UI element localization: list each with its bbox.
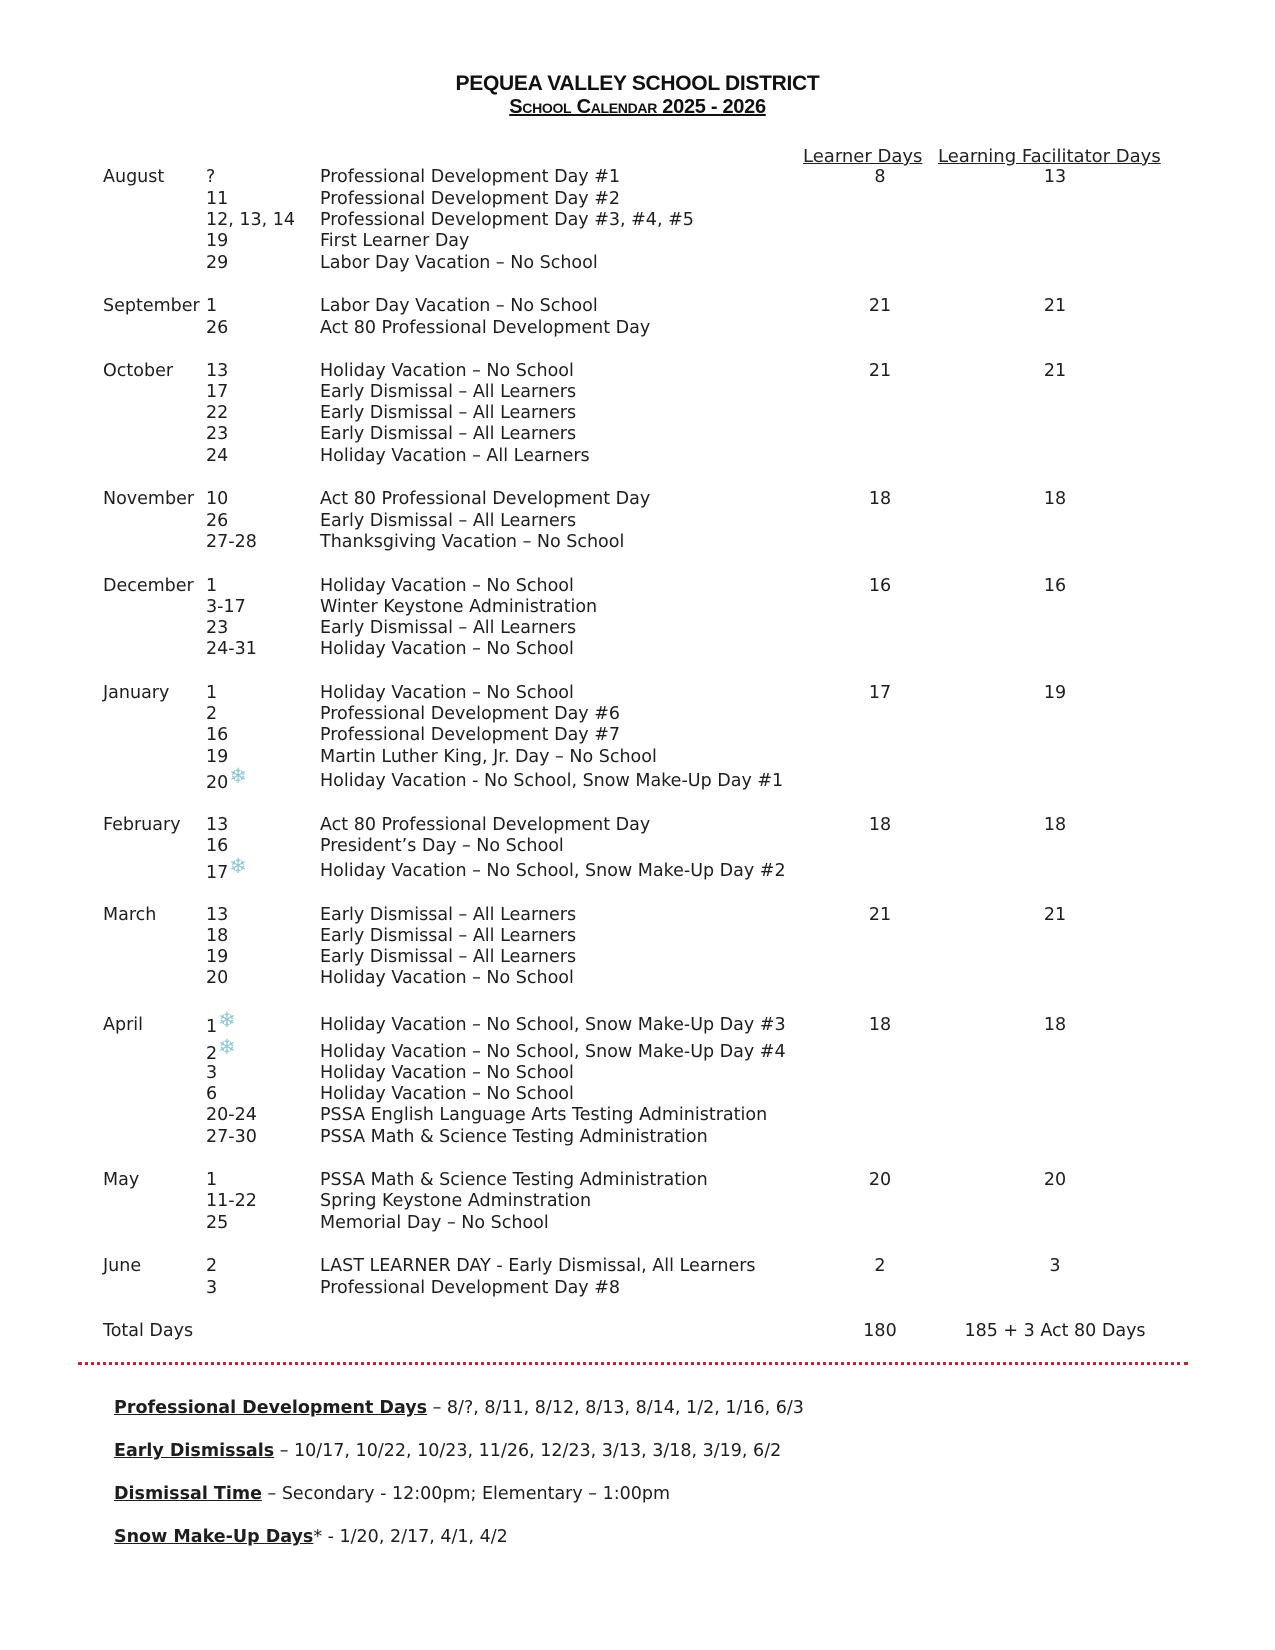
calendar-row (0, 188, 1275, 210)
event: Holiday Vacation – All Learners (320, 446, 590, 466)
calendar-row (0, 381, 1275, 403)
event: Early Dismissal – All Learners (320, 905, 577, 925)
date: 3 (206, 1278, 218, 1298)
calendar-row (0, 1126, 1275, 1148)
date: 13 (206, 361, 229, 381)
snowflake-icon: ❄ (229, 854, 247, 878)
note-dismissal-time (114, 1484, 670, 1504)
date: 29 (206, 253, 229, 273)
month: September (103, 296, 200, 316)
event: First Learner Day (320, 231, 470, 251)
note-label: Snow Make-Up Days (114, 1527, 314, 1547)
event: Labor Day Vacation – No School (320, 296, 598, 316)
event: Early Dismissal – All Learners (320, 947, 577, 967)
snowflake-icon: ❄ (218, 1035, 236, 1059)
calendar-row (0, 925, 1275, 947)
event: Early Dismissal – All Learners (320, 382, 577, 402)
calendar-row (0, 317, 1275, 339)
note-label: Early Dismissals (114, 1441, 275, 1461)
event: Martin Luther King, Jr. Day – No School (320, 747, 657, 767)
event: Labor Day Vacation – No School (320, 253, 598, 273)
learner-days: 21 (868, 296, 892, 316)
date: 23 (206, 618, 229, 638)
event: Professional Development Day #8 (320, 1278, 621, 1298)
calendar-row (0, 360, 1275, 382)
date: 13 (206, 815, 229, 835)
note-early-dismissals (114, 1441, 781, 1461)
event: PSSA Math & Science Testing Administration (320, 1170, 708, 1190)
learner-days: 21 (868, 905, 892, 925)
learner-days: 18 (868, 815, 892, 835)
date: 12, 13, 14 (206, 210, 296, 230)
date: 22 (206, 403, 229, 423)
date: 16 (206, 836, 229, 856)
calendar-row (0, 1035, 1275, 1064)
date: 17❄ (206, 854, 247, 883)
event: Holiday Vacation – No School, Snow Make-Up Day #2 (320, 861, 786, 881)
learner-days: 2 (874, 1256, 886, 1276)
calendar-row (0, 488, 1275, 510)
separator-line (78, 1362, 1188, 1365)
calendar-row (0, 1062, 1275, 1084)
calendar-row (0, 166, 1275, 188)
date: 20-24 (206, 1105, 257, 1125)
calendar-row (0, 531, 1275, 553)
date: 23 (206, 424, 229, 444)
calendar-row (0, 682, 1275, 704)
col-header-facilitator-days: Learning Facilitator Days (938, 146, 1161, 167)
total-learner-days: 180 (863, 1321, 897, 1341)
facilitator-days: 13 (1043, 167, 1067, 187)
facilitator-days: 16 (1043, 576, 1067, 596)
date: 18 (206, 926, 229, 946)
calendar-row (0, 1104, 1275, 1126)
totals-label: Total Days (103, 1321, 194, 1341)
date: 24-31 (206, 639, 257, 659)
learner-days: 18 (868, 1015, 892, 1035)
calendar-row (0, 1169, 1275, 1191)
calendar-row (0, 967, 1275, 989)
date: 20❄ (206, 764, 247, 793)
date: 6 (206, 1084, 218, 1104)
date: 19 (206, 231, 229, 251)
event: Holiday Vacation – No School, Snow Make-Up Day #3 (320, 1015, 786, 1035)
date: 26 (206, 511, 229, 531)
event: Early Dismissal – All Learners (320, 424, 577, 444)
date: 20 (206, 968, 229, 988)
note-text: – 10/17, 10/22, 10/23, 11/26, 12/23, 3/13, 3/18, 3/19, 6/2 (274, 1441, 782, 1461)
date: 3-17 (206, 597, 246, 617)
calendar-row (0, 1190, 1275, 1212)
date: 1 (206, 1170, 218, 1190)
learner-days: 21 (868, 361, 892, 381)
calendar-row (0, 252, 1275, 274)
event: PSSA English Language Arts Testing Administration (320, 1105, 768, 1125)
event: Winter Keystone Administration (320, 597, 598, 617)
date: 26 (206, 318, 229, 338)
note-professional-development (114, 1398, 804, 1418)
facilitator-days: 18 (1043, 489, 1067, 509)
learner-days: 20 (868, 1170, 892, 1190)
district-name: PEQUEA VALLEY SCHOOL DISTRICT (455, 72, 820, 95)
month: May (103, 1170, 140, 1190)
facilitator-days: 3 (1049, 1256, 1061, 1276)
date: 1 (206, 576, 218, 596)
note-label: Professional Development Days (114, 1398, 428, 1418)
date: 2❄ (206, 1035, 236, 1064)
month: October (103, 361, 174, 381)
event: Holiday Vacation – No School (320, 639, 574, 659)
month: November (103, 489, 195, 509)
learner-days: 16 (868, 576, 892, 596)
calendar-row (0, 1212, 1275, 1234)
event: Spring Keystone Adminstration (320, 1191, 592, 1211)
date: 10 (206, 489, 229, 509)
event: Professional Development Day #7 (320, 725, 621, 745)
month: June (103, 1256, 142, 1276)
date: 2 (206, 1256, 218, 1276)
facilitator-days: 20 (1043, 1170, 1067, 1190)
month: March (103, 905, 157, 925)
calendar-row (0, 703, 1275, 725)
event: Early Dismissal – All Learners (320, 618, 577, 638)
month: April (103, 1015, 143, 1035)
event: LAST LEARNER DAY - Early Dismissal, All Learners (320, 1256, 756, 1276)
event: Early Dismissal – All Learners (320, 926, 577, 946)
calendar-row (0, 835, 1275, 857)
event: Act 80 Professional Development Day (320, 815, 651, 835)
date: 19 (206, 747, 229, 767)
facilitator-days: 18 (1043, 815, 1067, 835)
calendar-row (0, 617, 1275, 639)
month: August (103, 167, 165, 187)
calendar-row (0, 423, 1275, 445)
facilitator-days: 18 (1043, 1015, 1067, 1035)
date: 27-28 (206, 532, 257, 552)
event: PSSA Math & Science Testing Administration (320, 1127, 708, 1147)
note-snow-make-up-days (114, 1527, 508, 1547)
note-text: – Secondary - 12:00pm; Elementary – 1:00pm (261, 1484, 671, 1504)
calendar-row (0, 445, 1275, 467)
facilitator-days: 21 (1043, 905, 1067, 925)
learner-days: 17 (868, 683, 892, 703)
event: Holiday Vacation – No School (320, 683, 574, 703)
date: 25 (206, 1213, 229, 1233)
calendar-row (0, 638, 1275, 660)
date: 24 (206, 446, 229, 466)
calendar-title: School Calendar 2025 - 2026 (509, 96, 766, 118)
calendar-row (0, 724, 1275, 746)
date: 16 (206, 725, 229, 745)
facilitator-days: 21 (1043, 361, 1067, 381)
total-facilitator-days: 185 + 3 Act 80 Days (964, 1321, 1146, 1341)
event: Early Dismissal – All Learners (320, 403, 577, 423)
facilitator-days: 21 (1043, 296, 1067, 316)
date: 3 (206, 1063, 218, 1083)
date: 1 (206, 683, 218, 703)
event: Holiday Vacation – No School, Snow Make-Up Day #4 (320, 1042, 786, 1062)
calendar-row (0, 946, 1275, 968)
learner-days: 8 (874, 167, 886, 187)
event: Thanksgiving Vacation – No School (320, 532, 625, 552)
date: 17 (206, 382, 229, 402)
event: Holiday Vacation – No School (320, 361, 574, 381)
snowflake-icon: ❄ (218, 1008, 236, 1032)
event: Early Dismissal – All Learners (320, 511, 577, 531)
date: 13 (206, 905, 229, 925)
event: Professional Development Day #1 (320, 167, 621, 187)
note-text: – 8/?, 8/11, 8/12, 8/13, 8/14, 1/2, 1/16, 6/3 (427, 1398, 804, 1418)
event: Holiday Vacation – No School (320, 576, 574, 596)
date: 11-22 (206, 1191, 257, 1211)
calendar-row (0, 230, 1275, 252)
event: Act 80 Professional Development Day (320, 318, 651, 338)
date: 1 (206, 296, 218, 316)
event: Professional Development Day #3, #4, #5 (320, 210, 694, 230)
date: 27-30 (206, 1127, 257, 1147)
calendar-row (0, 904, 1275, 926)
date: 19 (206, 947, 229, 967)
month: December (103, 576, 194, 596)
event: Act 80 Professional Development Day (320, 489, 651, 509)
event: President’s Day – No School (320, 836, 564, 856)
month: February (103, 815, 181, 835)
calendar-row (0, 746, 1275, 768)
snowflake-icon: ❄ (229, 764, 247, 788)
calendar-row (0, 402, 1275, 424)
learner-days: 18 (868, 489, 892, 509)
calendar-row (0, 295, 1275, 317)
facilitator-days: 19 (1043, 683, 1067, 703)
calendar-row (0, 209, 1275, 231)
date: 11 (206, 189, 229, 209)
col-header-learner-days: Learner Days (803, 146, 923, 167)
calendar-row (0, 575, 1275, 597)
calendar-row (0, 596, 1275, 618)
event: Professional Development Day #2 (320, 189, 621, 209)
calendar-row (0, 764, 1275, 793)
calendar-row (0, 814, 1275, 836)
date: 2 (206, 704, 218, 724)
event: Professional Development Day #6 (320, 704, 621, 724)
event: Holiday Vacation – No School (320, 968, 574, 988)
note-text: * - 1/20, 2/17, 4/1, 4/2 (313, 1527, 508, 1547)
note-label: Dismissal Time (114, 1484, 262, 1504)
totals-row (0, 1320, 1275, 1342)
calendar-row (0, 510, 1275, 532)
calendar-row (0, 1255, 1275, 1277)
calendar-row (0, 1277, 1275, 1299)
event: Memorial Day – No School (320, 1213, 549, 1233)
event: Holiday Vacation - No School, Snow Make-Up Day #1 (320, 771, 784, 791)
event: Holiday Vacation – No School (320, 1084, 574, 1104)
calendar-row (0, 1083, 1275, 1105)
date: ? (206, 167, 216, 187)
event: Holiday Vacation – No School (320, 1063, 574, 1083)
date: 1❄ (206, 1008, 236, 1037)
calendar-row (0, 1008, 1275, 1037)
month: January (103, 683, 170, 703)
calendar-row (0, 854, 1275, 883)
